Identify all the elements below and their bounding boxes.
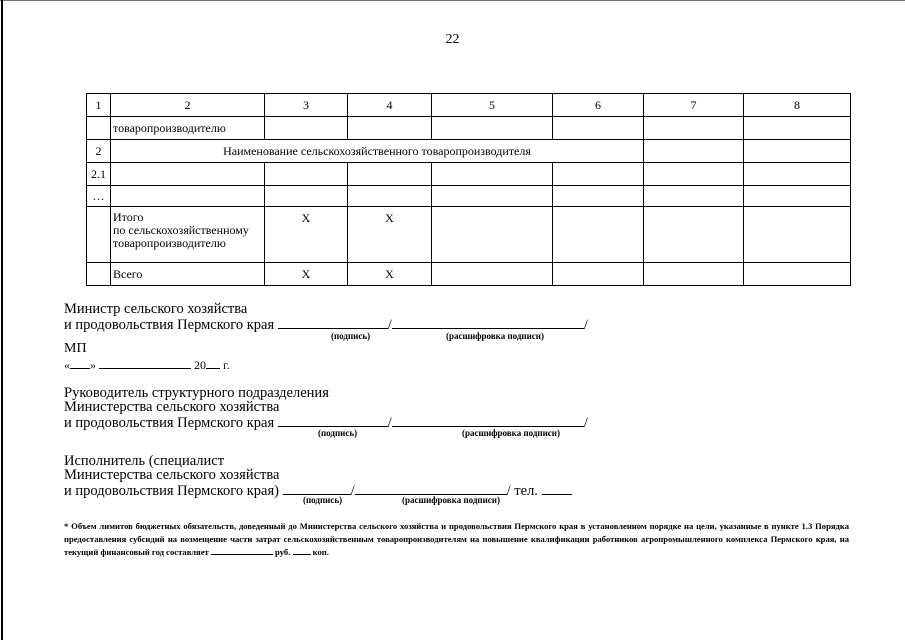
header-cell: 5 (432, 94, 553, 117)
signature-field[interactable] (278, 316, 388, 329)
table-cell (553, 117, 644, 140)
caption-signature: (подпись) (331, 331, 371, 341)
row-number: … (87, 186, 111, 207)
subtotal-label-line: по сельскохозяйственному (113, 223, 249, 237)
minister-title-line (64, 316, 588, 332)
rub-amount-field[interactable] (211, 545, 273, 555)
header-cell: 4 (348, 94, 432, 117)
table-cell (265, 186, 348, 207)
table-row-section (87, 140, 851, 163)
subtotal-label (111, 207, 265, 263)
section-title: Наименование сельскохозяйственного товаропроизводителя (111, 140, 644, 163)
subtotal-col4: Х (348, 207, 432, 263)
table-cell (265, 117, 348, 140)
executor-signature-block (64, 454, 572, 498)
separator-slash: / (387, 317, 392, 333)
phone-field[interactable] (542, 482, 572, 495)
head-title-line: Министерства сельского хозяйства (64, 399, 280, 415)
table-cell (644, 186, 744, 207)
table-cell (348, 186, 432, 207)
tel-label: / тел. (506, 483, 538, 499)
minister-signature-block (64, 302, 588, 332)
header-cell: 8 (744, 94, 851, 117)
date-line (64, 356, 230, 373)
table-cell (744, 140, 851, 163)
executor-title-line: Исполнитель (специалист (64, 453, 225, 469)
data-table (86, 93, 851, 286)
table-header-row (87, 94, 851, 117)
caption-decode: (расшифровка подписи) (462, 428, 560, 438)
head-title-line: Руководитель структурного подразделения (64, 385, 329, 401)
separator-slash: / (583, 415, 588, 431)
table-row-total (87, 263, 851, 286)
date-month-field[interactable] (99, 356, 191, 369)
signature-decode-field[interactable] (355, 482, 507, 495)
signature-decode-field[interactable] (392, 414, 584, 427)
total-label: Всего (111, 263, 265, 286)
table-cell (644, 263, 744, 286)
table-cell (348, 117, 432, 140)
minister-title-text: и продовольствия Пермского края (64, 317, 275, 333)
table-row (87, 117, 851, 140)
table-cell (87, 207, 111, 263)
signature-field[interactable] (278, 414, 388, 427)
head-signature-block (64, 386, 588, 430)
separator-slash: / (350, 483, 355, 499)
page-top-edge (0, 0, 905, 1)
rub-label: руб. (275, 547, 291, 557)
date-year-prefix: 20 (194, 358, 206, 372)
total-col3: Х (265, 263, 348, 286)
quote-open: « (64, 358, 70, 372)
table-cell (432, 163, 553, 186)
table-cell (644, 163, 744, 186)
table-cell (553, 186, 644, 207)
header-cell: 7 (644, 94, 744, 117)
header-cell: 3 (265, 94, 348, 117)
page-left-edge (1, 0, 3, 640)
date-suffix: г. (223, 358, 230, 372)
table-cell (744, 117, 851, 140)
separator-slash: / (387, 415, 392, 431)
total-col4: Х (348, 263, 432, 286)
table-cell (744, 263, 851, 286)
subtotal-label-line: Итого (113, 210, 144, 224)
table-cell (744, 163, 851, 186)
table-cell (553, 163, 644, 186)
table-cell (553, 263, 644, 286)
footnote-text: * Объем лимитов бюджетных обязательств, доведенный до Министерства сельского хозяйства и продовольствия Пермского края в установленном порядке на цели, указанные в пункте 1.3 Порядка предоставления субсидий на возмещение части затрат сельскохозяйственным товаропроизводителям на повышение квалификации работников агропромышленного комплекса Пермского края, на текущий финансовый год составляет (64, 521, 849, 557)
table-cell (744, 186, 851, 207)
subtotal-col3: Х (265, 207, 348, 263)
executor-title-line: Министерства сельского хозяйства (64, 467, 280, 483)
header-cell: 1 (87, 94, 111, 117)
caption-decode: (расшифровка подписи) (402, 495, 500, 505)
table-row (87, 186, 851, 207)
table-cell (111, 163, 265, 186)
row-label: товаропроизводителю (111, 117, 265, 140)
table-cell (644, 140, 744, 163)
table-cell (348, 163, 432, 186)
table-cell (111, 186, 265, 207)
table-cell (644, 207, 744, 263)
footnote (64, 520, 849, 559)
quote-close: » (90, 358, 96, 372)
executor-title-text: и продовольствия Пермского края) (64, 483, 279, 499)
stamp-label: МП (64, 341, 87, 356)
table-cell (432, 117, 553, 140)
table-row (87, 163, 851, 186)
header-cell: 6 (553, 94, 644, 117)
date-day-field[interactable] (70, 356, 90, 369)
table-cell (553, 207, 644, 263)
table-cell (87, 263, 111, 286)
table-cell (432, 186, 553, 207)
separator-slash: / (583, 317, 588, 333)
table-cell (744, 207, 851, 263)
caption-decode: (расшифровка подписи) (446, 331, 544, 341)
date-year-field[interactable] (206, 356, 220, 369)
signature-field[interactable] (283, 482, 351, 495)
table-row-subtotal (87, 207, 851, 263)
kop-label: коп. (312, 547, 329, 557)
table-cell (265, 163, 348, 186)
caption-signature: (подпись) (318, 428, 358, 438)
row-number: 2 (87, 140, 111, 163)
table-cell (87, 117, 111, 140)
caption-signature: (подпись) (303, 495, 343, 505)
table-cell (432, 263, 553, 286)
table-cell (644, 117, 744, 140)
signature-decode-field[interactable] (392, 316, 584, 329)
head-title-text: и продовольствия Пермского края (64, 415, 275, 431)
page-number: 22 (445, 32, 460, 47)
header-cell: 2 (111, 94, 265, 117)
table-cell (432, 207, 553, 263)
minister-title-line: Министр сельского хозяйства (64, 301, 248, 317)
subtotal-label-line: товаропроизводителю (113, 236, 226, 250)
row-number: 2.1 (87, 163, 111, 186)
kop-amount-field[interactable] (293, 545, 311, 555)
